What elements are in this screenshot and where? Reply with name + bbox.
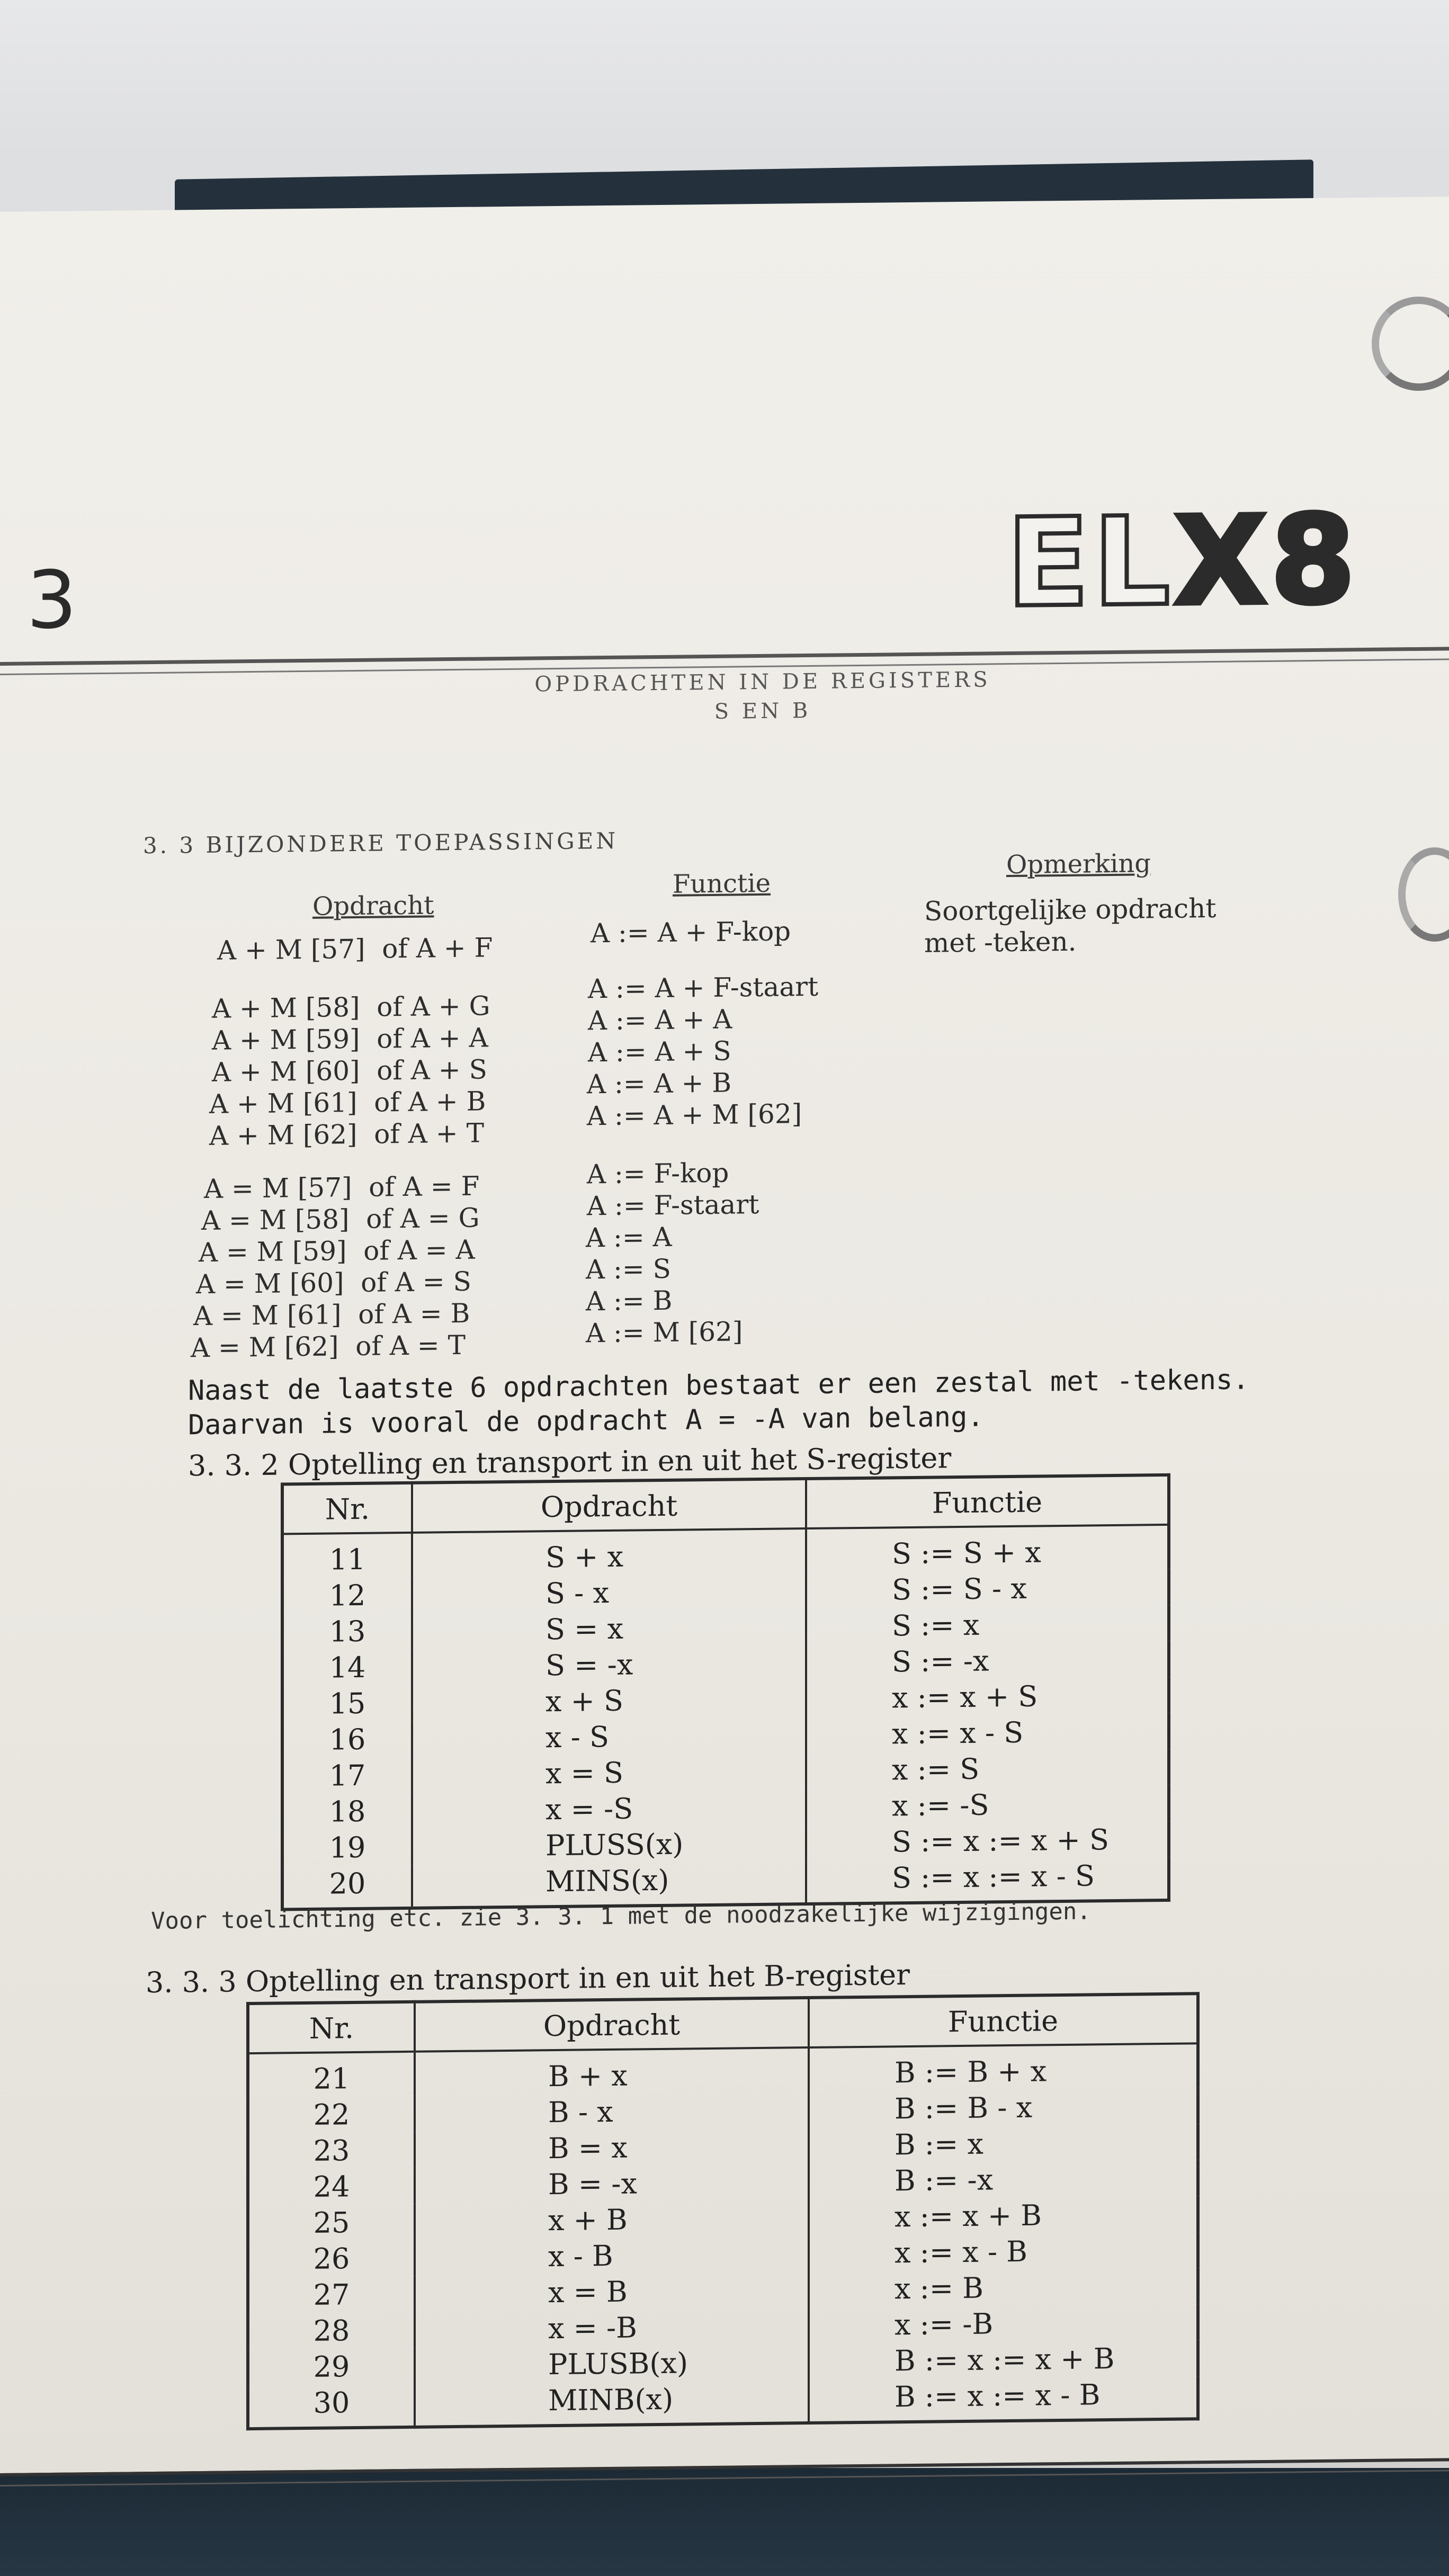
row-functie: S := -x bbox=[806, 1641, 1169, 1681]
row-opdracht: B = x bbox=[415, 2128, 809, 2168]
group3-opdracht-1: A = M [57] of A = F bbox=[204, 1170, 480, 1204]
table-s-caption: 3. 3. 2 Optelling en transport in en uit het S-register bbox=[188, 1441, 952, 1483]
table-b-header-functie: Functie bbox=[809, 1993, 1198, 2047]
group3-functie-1: A := F-kop bbox=[587, 1157, 729, 1190]
row-functie: B := x := x - B bbox=[809, 2376, 1198, 2423]
page-title-line1: OPDRACHTEN IN DE REGISTERS bbox=[534, 667, 991, 697]
row-nr: 14 bbox=[282, 1649, 412, 1687]
row-functie: S := S - x bbox=[806, 1569, 1169, 1609]
group2-opdracht-4: A + M [61] of A + B bbox=[209, 1086, 486, 1120]
row-opdracht: S = -x bbox=[412, 1645, 806, 1685]
group3-functie-5: A := B bbox=[586, 1285, 673, 1317]
chapter-number: 3 bbox=[26, 554, 77, 647]
row-functie: B := x := x + B bbox=[809, 2340, 1198, 2380]
row-nr: 28 bbox=[248, 2312, 415, 2350]
table-b-header-opdracht: Opdracht bbox=[415, 1998, 809, 2052]
header-rule bbox=[0, 647, 1449, 666]
row-opdracht: MINS(x) bbox=[412, 1861, 806, 1908]
row-opdracht: S + x bbox=[412, 1528, 806, 1577]
row-functie: x := x - B bbox=[809, 2232, 1198, 2272]
page-title-line2: S EN B bbox=[714, 698, 811, 724]
row-functie: x := S bbox=[806, 1749, 1169, 1789]
row-nr: 21 bbox=[248, 2052, 415, 2098]
row-functie: S := S + x bbox=[806, 1525, 1169, 1573]
group3-opdracht-4: A = M [60] of A = S bbox=[196, 1266, 471, 1300]
row-nr: 16 bbox=[282, 1721, 412, 1759]
table-s-header-opdracht: Opdracht bbox=[412, 1479, 806, 1533]
elx8-logo bbox=[1006, 489, 1359, 635]
row-opdracht: x - B bbox=[415, 2236, 809, 2276]
table-b-caption: 3. 3. 3 Optelling en transport in en uit het B-register bbox=[146, 1958, 910, 2000]
table-b-body bbox=[248, 2043, 1198, 2429]
document-page bbox=[0, 196, 1449, 2473]
row-functie: B := x bbox=[809, 2124, 1198, 2164]
table-s-header-nr: Nr. bbox=[282, 1483, 412, 1534]
note-line: Voor toelichting etc. zie 3. 3. 1 met de noodzakelijke wijzigingen. bbox=[151, 1898, 1091, 1935]
row-functie: S := x bbox=[806, 1605, 1169, 1645]
row-nr: 24 bbox=[248, 2168, 415, 2206]
group2-functie-1: A := A + F-staart bbox=[588, 971, 819, 1005]
row-opdracht: B + x bbox=[415, 2047, 809, 2096]
row-opdracht: B = -x bbox=[415, 2164, 809, 2204]
group3-functie-3: A := A bbox=[586, 1221, 672, 1254]
row-nr: 29 bbox=[248, 2348, 415, 2386]
table-b-register bbox=[246, 1992, 1200, 2430]
row-functie: B := B + x bbox=[809, 2043, 1198, 2092]
row-nr: 17 bbox=[282, 1757, 412, 1795]
remark-line1: Soortgelijke opdracht bbox=[924, 892, 1217, 927]
row-functie: B := -x bbox=[809, 2160, 1198, 2200]
row-functie: S := x := x + S bbox=[806, 1821, 1169, 1861]
table-s-body bbox=[282, 1525, 1169, 1910]
row-nr: 15 bbox=[282, 1685, 412, 1723]
remark-line2: met -teken. bbox=[924, 926, 1077, 959]
row-nr: 19 bbox=[282, 1829, 412, 1867]
row-nr: 23 bbox=[248, 2132, 415, 2170]
row-nr: 12 bbox=[282, 1577, 412, 1615]
col-functie-heading: Functie bbox=[673, 868, 771, 899]
row-opdracht: x + S bbox=[412, 1681, 806, 1721]
row-nr: 27 bbox=[248, 2276, 415, 2314]
row-functie: S := x := x - S bbox=[806, 1857, 1169, 1904]
logo-solid-text: X8 bbox=[1173, 489, 1359, 633]
group3-opdracht-6: A = M [62] of A = T bbox=[191, 1329, 466, 1364]
row-opdracht: MINB(x) bbox=[415, 2380, 809, 2427]
row-nr: 13 bbox=[282, 1613, 412, 1651]
row-nr: 18 bbox=[282, 1793, 412, 1831]
row-nr: 22 bbox=[248, 2096, 415, 2134]
group2-opdracht-2: A + M [59] of A + A bbox=[212, 1022, 488, 1056]
row-opdracht: B - x bbox=[415, 2092, 809, 2132]
logo-outline-text: EL bbox=[1006, 491, 1174, 635]
row-functie: x := B bbox=[809, 2268, 1198, 2308]
group2-opdracht-1: A + M [58] of A + G bbox=[212, 990, 490, 1024]
row-opdracht: PLUSB(x) bbox=[415, 2344, 809, 2384]
row-nr: 26 bbox=[248, 2240, 415, 2278]
group3-opdracht-2: A = M [58] of A = G bbox=[201, 1202, 480, 1237]
group2-functie-3: A := A + S bbox=[588, 1035, 731, 1068]
row-nr: 20 bbox=[282, 1865, 412, 1910]
group2-functie-2: A := A + A bbox=[588, 1004, 732, 1036]
group3-opdracht-3: A = M [59] of A = A bbox=[199, 1234, 475, 1268]
table-s-register bbox=[281, 1473, 1170, 1911]
group1-opdracht: A + M [57] of A + F bbox=[217, 932, 493, 966]
row-functie: x := x + B bbox=[809, 2196, 1198, 2236]
row-opdracht: x = -B bbox=[415, 2308, 809, 2348]
row-functie: x := x - S bbox=[806, 1713, 1169, 1753]
row-opdracht: x + B bbox=[415, 2200, 809, 2240]
row-nr: 30 bbox=[248, 2384, 415, 2429]
paragraph-line2: Daarvan is vooral de opdracht A = -A van belang. bbox=[188, 1401, 984, 1442]
table-b-header-nr: Nr. bbox=[248, 2002, 415, 2053]
paragraph-line1: Naast de laatste 6 opdrachten bestaat er een zestal met -tekens. bbox=[188, 1364, 1249, 1407]
col-opmerking-heading: Opmerking bbox=[1006, 848, 1151, 880]
row-functie: x := -B bbox=[809, 2304, 1198, 2344]
row-functie: x := x + S bbox=[806, 1677, 1169, 1717]
col-opdracht-heading: Opdracht bbox=[312, 890, 434, 922]
group2-opdracht-5: A + M [62] of A + T bbox=[209, 1117, 484, 1151]
table-s-header-functie: Functie bbox=[806, 1475, 1169, 1528]
section-heading: 3. 3 BIJZONDERE TOEPASSINGEN bbox=[143, 827, 619, 859]
group2-opdracht-3: A + M [60] of A + S bbox=[212, 1054, 487, 1088]
group2-functie-5: A := A + M [62] bbox=[587, 1098, 802, 1132]
table-row bbox=[282, 1525, 1169, 1579]
group3-opdracht-5: A = M [61] of A = B bbox=[193, 1298, 470, 1332]
row-functie: B := B - x bbox=[809, 2088, 1198, 2128]
row-opdracht: x = B bbox=[415, 2272, 809, 2312]
group3-functie-2: A := F-staart bbox=[587, 1188, 759, 1222]
row-opdracht: x = S bbox=[412, 1753, 806, 1793]
row-opdracht: S = x bbox=[412, 1609, 806, 1649]
row-nr: 25 bbox=[248, 2204, 415, 2242]
group3-functie-4: A := S bbox=[586, 1253, 671, 1285]
row-opdracht: x = -S bbox=[412, 1789, 806, 1829]
group3-functie-6: A := M [62] bbox=[586, 1316, 743, 1349]
row-functie: x := -S bbox=[806, 1785, 1169, 1825]
row-opdracht: PLUSS(x) bbox=[412, 1825, 806, 1865]
row-opdracht: x - S bbox=[412, 1717, 806, 1757]
row-nr: 11 bbox=[282, 1533, 412, 1579]
group1-functie: A := A + F-kop bbox=[591, 916, 791, 949]
row-opdracht: S - x bbox=[412, 1573, 806, 1613]
group2-functie-4: A := A + B bbox=[587, 1067, 732, 1100]
